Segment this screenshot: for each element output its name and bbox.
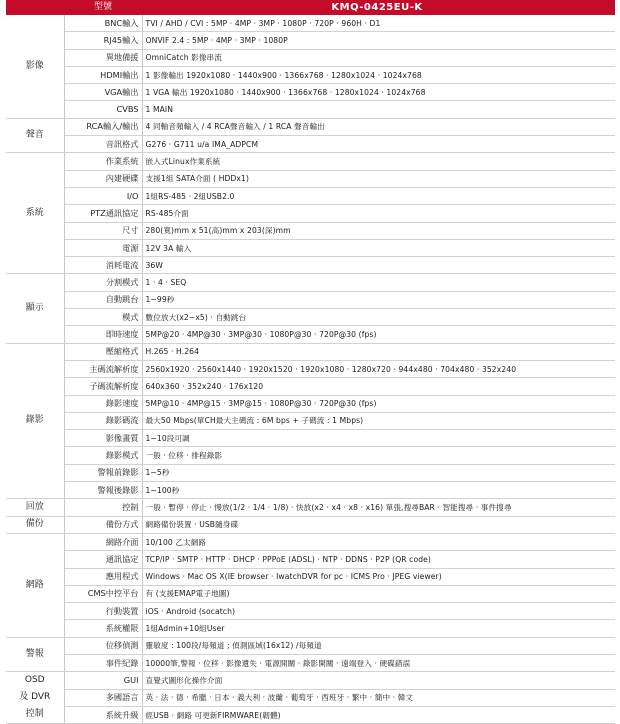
spec-label: 影像畫質 <box>64 430 142 447</box>
spec-value: 12V 3A 輸入 <box>142 239 615 256</box>
spec-label: I/O <box>64 187 142 204</box>
spec-label: 子碼流解析度 <box>64 378 142 395</box>
category-label: 回放 <box>6 499 64 516</box>
spec-value: G276 · G711 u/a IMA_ADPCM <box>142 136 615 153</box>
spec-label: PTZ通訊協定 <box>64 205 142 222</box>
spec-row <box>6 118 615 135</box>
spec-label: 即時速度 <box>64 326 142 343</box>
spec-label: 多國語言 <box>64 689 142 706</box>
category-label: 網路 <box>6 533 64 637</box>
spec-label: 音訊格式 <box>64 136 142 153</box>
category-label: 聲音 <box>6 118 64 153</box>
spec-value: 靈敏度 : 100段/每頻道 ; 偵測區域(16x12) /每頻道 <box>142 637 615 654</box>
spec-value: 1~5秒 <box>142 464 615 481</box>
header-category-cell <box>6 0 64 15</box>
spec-value: 有 (支援EMAP電子地圖) <box>142 585 615 602</box>
spec-row <box>6 568 615 585</box>
spec-value: 1~100秒 <box>142 482 615 499</box>
spec-label: 尺寸 <box>64 222 142 239</box>
spec-value: 經USB · 網路 可更新FIRMWARE(韌體) <box>142 706 615 723</box>
spec-value: 1~10段可調 <box>142 430 615 447</box>
spec-label: 異地備援 <box>64 49 142 66</box>
spec-value: 5MP@20 · 4MP@30 · 3MP@30 · 1080P@30 · 720P@30 (fps) <box>142 326 615 343</box>
spec-value: 英 · 法 · 德 · 希臘 · 日本 · 義大利 · 波蘭 · 葡萄牙 · 西班牙 · 繁中 · 簡中 · 韓文 <box>142 689 615 706</box>
spec-row <box>6 170 615 187</box>
spec-row <box>6 672 615 689</box>
category-label: 系統 <box>6 153 64 274</box>
spec-row <box>6 326 615 343</box>
spec-row <box>6 533 615 550</box>
spec-label: 系統升級 <box>64 706 142 723</box>
spec-label: 壓縮格式 <box>64 343 142 360</box>
spec-row <box>6 49 615 66</box>
spec-label: CVBS <box>64 101 142 118</box>
spec-row <box>6 153 615 170</box>
spec-value: 1~99秒 <box>142 291 615 308</box>
spec-row <box>6 66 615 83</box>
spec-label: 事件紀錄 <box>64 654 142 671</box>
spec-row <box>6 101 615 118</box>
spec-row <box>6 15 615 32</box>
spec-label: 消耗電流 <box>64 257 142 274</box>
spec-label: 作業系統 <box>64 153 142 170</box>
spec-value: 4 同軸音頻輸入 / 4 RCA聲音輸入 / 1 RCA 聲音輸出 <box>142 118 615 135</box>
spec-value: 36W <box>142 257 615 274</box>
spec-row <box>6 378 615 395</box>
spec-row <box>6 430 615 447</box>
spec-value: 280(寬)mm x 51(高)mm x 203(深)mm <box>142 222 615 239</box>
spec-row <box>6 637 615 654</box>
spec-row <box>6 309 615 326</box>
category-label: 警報 <box>6 637 64 672</box>
spec-value: OmniCatch 影像串流 <box>142 49 615 66</box>
spec-row <box>6 412 615 429</box>
spec-row <box>6 222 615 239</box>
spec-row <box>6 257 615 274</box>
spec-row <box>6 239 615 256</box>
spec-value: Windows · Mac OS X(IE browser · IwatchDVR for pc · ICMS Pro · JPEG viewer) <box>142 568 615 585</box>
spec-label: 警報後錄影 <box>64 482 142 499</box>
category-label: OSD 及 DVR 控制 <box>6 672 64 724</box>
spec-label: BNC輸入 <box>64 15 142 32</box>
spec-value: RS-485介面 <box>142 205 615 222</box>
category-label: 備份 <box>6 516 64 533</box>
spec-label: HDMI輸出 <box>64 66 142 83</box>
spec-value: 5MP@10 · 4MP@15 · 3MP@15 · 1080P@30 · 720P@30 (fps) <box>142 395 615 412</box>
spec-value: 最大50 Mbps(單CH最大主碼流 : 6M bps + 子碼流 : 1 Mbps) <box>142 412 615 429</box>
spec-value: ONVIF 2.4 : 5MP · 4MP · 3MP · 1080P <box>142 32 615 49</box>
spec-value: TVI / AHD / CVI : 5MP · 4MP · 3MP · 1080P · 720P · 960H · D1 <box>142 15 615 32</box>
spec-row <box>6 706 615 723</box>
spec-value: H.265 · H.264 <box>142 343 615 360</box>
spec-label: 內建硬碟 <box>64 170 142 187</box>
spec-row <box>6 343 615 360</box>
spec-row <box>6 274 615 291</box>
spec-row <box>6 32 615 49</box>
spec-row <box>6 689 615 706</box>
spec-label: 自動跳台 <box>64 291 142 308</box>
spec-row <box>6 136 615 153</box>
spec-label: 控制 <box>64 499 142 516</box>
spec-label: RCA輸入/輸出 <box>64 118 142 135</box>
spec-row <box>6 516 615 533</box>
spec-label: 位移偵測 <box>64 637 142 654</box>
spec-value: 640x360 · 352x240 · 176x120 <box>142 378 615 395</box>
spec-label: VGA輸出 <box>64 84 142 101</box>
model-name: KMQ-0425EU-K <box>142 0 615 15</box>
spec-value: 2560x1920 · 2560x1440 · 1920x1520 · 1920x1080 · 1280x720 · 944x480 · 704x480 · 352x240 <box>142 360 615 377</box>
spec-row <box>6 585 615 602</box>
category-label: 顯示 <box>6 274 64 343</box>
spec-label: 應用程式 <box>64 568 142 585</box>
spec-value: 10/100 乙太網路 <box>142 533 615 550</box>
header-row <box>6 0 615 15</box>
spec-value: 1組Admin+10組User <box>142 620 615 637</box>
spec-row <box>6 291 615 308</box>
spec-row <box>6 603 615 620</box>
spec-label: 錄影速度 <box>64 395 142 412</box>
spec-row <box>6 482 615 499</box>
spec-label: 分割模式 <box>64 274 142 291</box>
category-label: 影像 <box>6 15 64 118</box>
spec-table <box>6 0 615 724</box>
category-label: 錄影 <box>6 343 64 499</box>
spec-label: 系統權限 <box>64 620 142 637</box>
spec-value: iOS · Android (socatch) <box>142 603 615 620</box>
spec-row <box>6 464 615 481</box>
spec-label: 模式 <box>64 309 142 326</box>
spec-label: 行動裝置 <box>64 603 142 620</box>
spec-value: 1 VGA 輸出 1920x1080 · 1440x900 · 1366x768 · 1280x1024 · 1024x768 <box>142 84 615 101</box>
spec-row <box>6 187 615 204</box>
spec-row <box>6 551 615 568</box>
spec-row <box>6 360 615 377</box>
spec-value: 1 MAIN <box>142 101 615 118</box>
spec-label: 警報前錄影 <box>64 464 142 481</box>
spec-value: 數位放大(x2~x5) · 自動跳台 <box>142 309 615 326</box>
spec-label: 電源 <box>64 239 142 256</box>
spec-value: 10000筆,警報 · 位移 · 影像遺失 · 電源開關 · 錄影開關 · 遠端登入 · 硬碟錯誤 <box>142 654 615 671</box>
spec-label: 錄影模式 <box>64 447 142 464</box>
spec-label: 主碼流解析度 <box>64 360 142 377</box>
spec-value: 直覺式圖形化操作介面 <box>142 672 615 689</box>
spec-row <box>6 620 615 637</box>
spec-value: TCP/IP · SMTP · HTTP · DHCP · PPPoE (ADSL) · NTP · DDNS · P2P (QR code) <box>142 551 615 568</box>
spec-value: 嵌入式Linux作業系統 <box>142 153 615 170</box>
spec-value: 一般 · 暫停 · 停止 · 慢放(1/2 · 1/4 · 1/8) · 快放(x2 · x4 · x8 · x16) 單張,搜尋BAR · 智能搜尋 · 事件搜尋 <box>142 499 615 516</box>
spec-value: 支援1組 SATA介面 ( HDDx1) <box>142 170 615 187</box>
spec-row <box>6 395 615 412</box>
spec-value: 1 影像輸出 1920x1080 · 1440x900 · 1366x768 · 1280x1024 · 1024x768 <box>142 66 615 83</box>
spec-label: 網路介面 <box>64 533 142 550</box>
header-label: 型號 <box>64 0 142 15</box>
spec-label: 錄影碼流 <box>64 412 142 429</box>
spec-value: 1組RS-485 · 2組USB2.0 <box>142 187 615 204</box>
spec-row <box>6 205 615 222</box>
spec-row <box>6 84 615 101</box>
spec-label: 通訊協定 <box>64 551 142 568</box>
spec-label: CMS中控平台 <box>64 585 142 602</box>
spec-row <box>6 447 615 464</box>
spec-label: RJ45輸入 <box>64 32 142 49</box>
spec-row <box>6 499 615 516</box>
spec-value: 一般 · 位移 · 排程錄影 <box>142 447 615 464</box>
spec-value: 1 · 4 · SEQ <box>142 274 615 291</box>
spec-row <box>6 654 615 671</box>
spec-value: 網路備份裝置 · USB隨身碟 <box>142 516 615 533</box>
spec-label: GUI <box>64 672 142 689</box>
spec-label: 備份方式 <box>64 516 142 533</box>
